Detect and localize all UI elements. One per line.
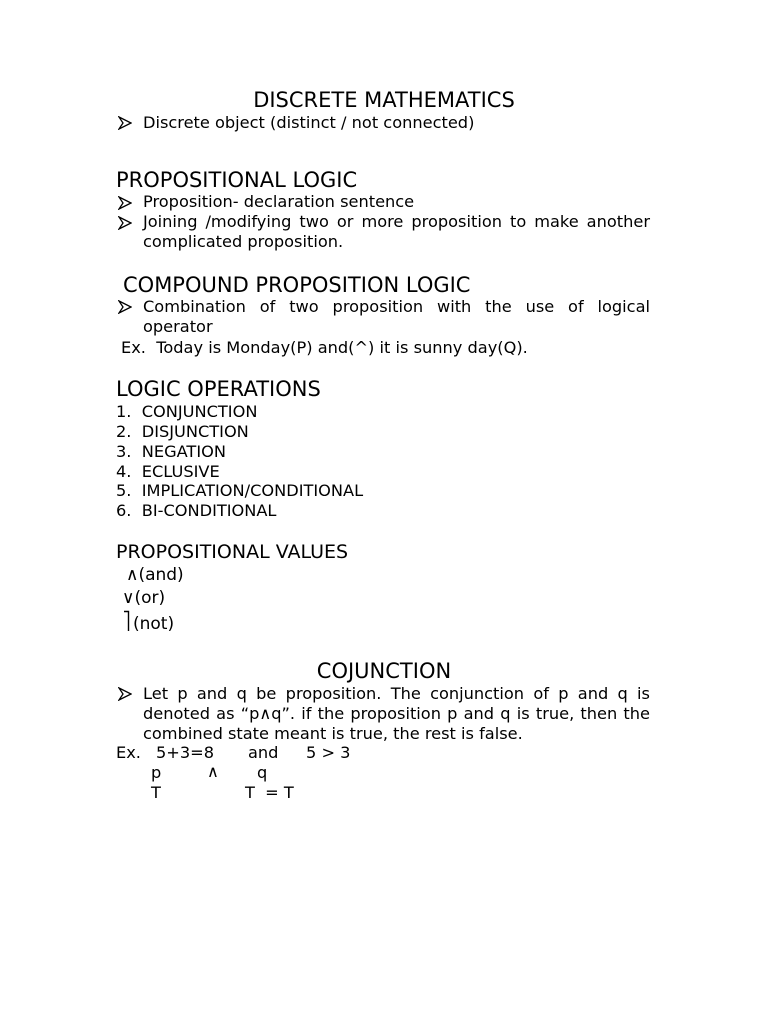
logic-operation-item: 4. ECLUSIVE [116, 462, 220, 481]
compound-example: Ex. Today is Monday(P) and(^) it is sunny day(Q). [121, 338, 528, 357]
conjunction-bullet-text: Let p and q be proposition. The conjunction of p and q is denoted as “p∧q”. if the proposition p and q is true, then the combined state meant is true, the rest is false. [143, 684, 650, 743]
truth-row-p: p [151, 763, 162, 782]
value-or: ∨(or) [122, 588, 166, 608]
page-title: DISCRETE MATHEMATICS [253, 88, 515, 112]
truth-row-q: q [257, 763, 268, 782]
bullet-arrow-icon [118, 116, 132, 130]
conjunction-example-and: and [248, 743, 279, 762]
propositional-logic-bullet-1: Proposition- declaration sentence [143, 192, 415, 211]
bullet-arrow-icon [118, 216, 132, 230]
section-heading-logic-operations: LOGIC OPERATIONS [116, 377, 321, 401]
bullet-arrow-icon [118, 196, 132, 210]
conjunction-example-label: Ex. [116, 743, 141, 762]
conjunction-example-expr2: 5 > 3 [306, 743, 351, 762]
propositional-logic-bullet-2: Joining /modifying two or more proposition to make another complicated proposition. [143, 212, 650, 251]
value-not: (not) [133, 614, 175, 634]
truth-value-result: T = T [245, 783, 294, 802]
section-heading-propositional-values: PROPOSITIONAL VALUES [116, 541, 349, 563]
logic-operation-item: 3. NEGATION [116, 442, 226, 461]
truth-value-p: T [151, 783, 161, 802]
section-heading-conjunction: COJUNCTION [316, 659, 452, 683]
intro-bullet-text: Discrete object (distinct / not connected) [143, 113, 475, 132]
logic-operation-item: 2. DISJUNCTION [116, 422, 249, 441]
logic-operation-item: 6. BI-CONDITIONAL [116, 501, 277, 520]
bullet-arrow-icon [118, 300, 132, 314]
logic-operation-item: 1. CONJUNCTION [116, 402, 258, 421]
conjunction-example-expr1: 5+3=8 [156, 743, 215, 762]
negation-symbol-icon [123, 610, 131, 632]
section-heading-propositional-logic: PROPOSITIONAL LOGIC [116, 168, 358, 192]
logic-operation-item: 5. IMPLICATION/CONDITIONAL [116, 481, 364, 500]
bullet-arrow-icon [118, 687, 132, 701]
compound-bullet-text: Combination of two proposition with the use of logical operator [143, 297, 650, 336]
truth-row-op: ∧ [207, 762, 219, 781]
section-heading-compound-proposition-logic: COMPOUND PROPOSITION LOGIC [123, 273, 471, 297]
value-and: ∧(and) [126, 565, 184, 585]
